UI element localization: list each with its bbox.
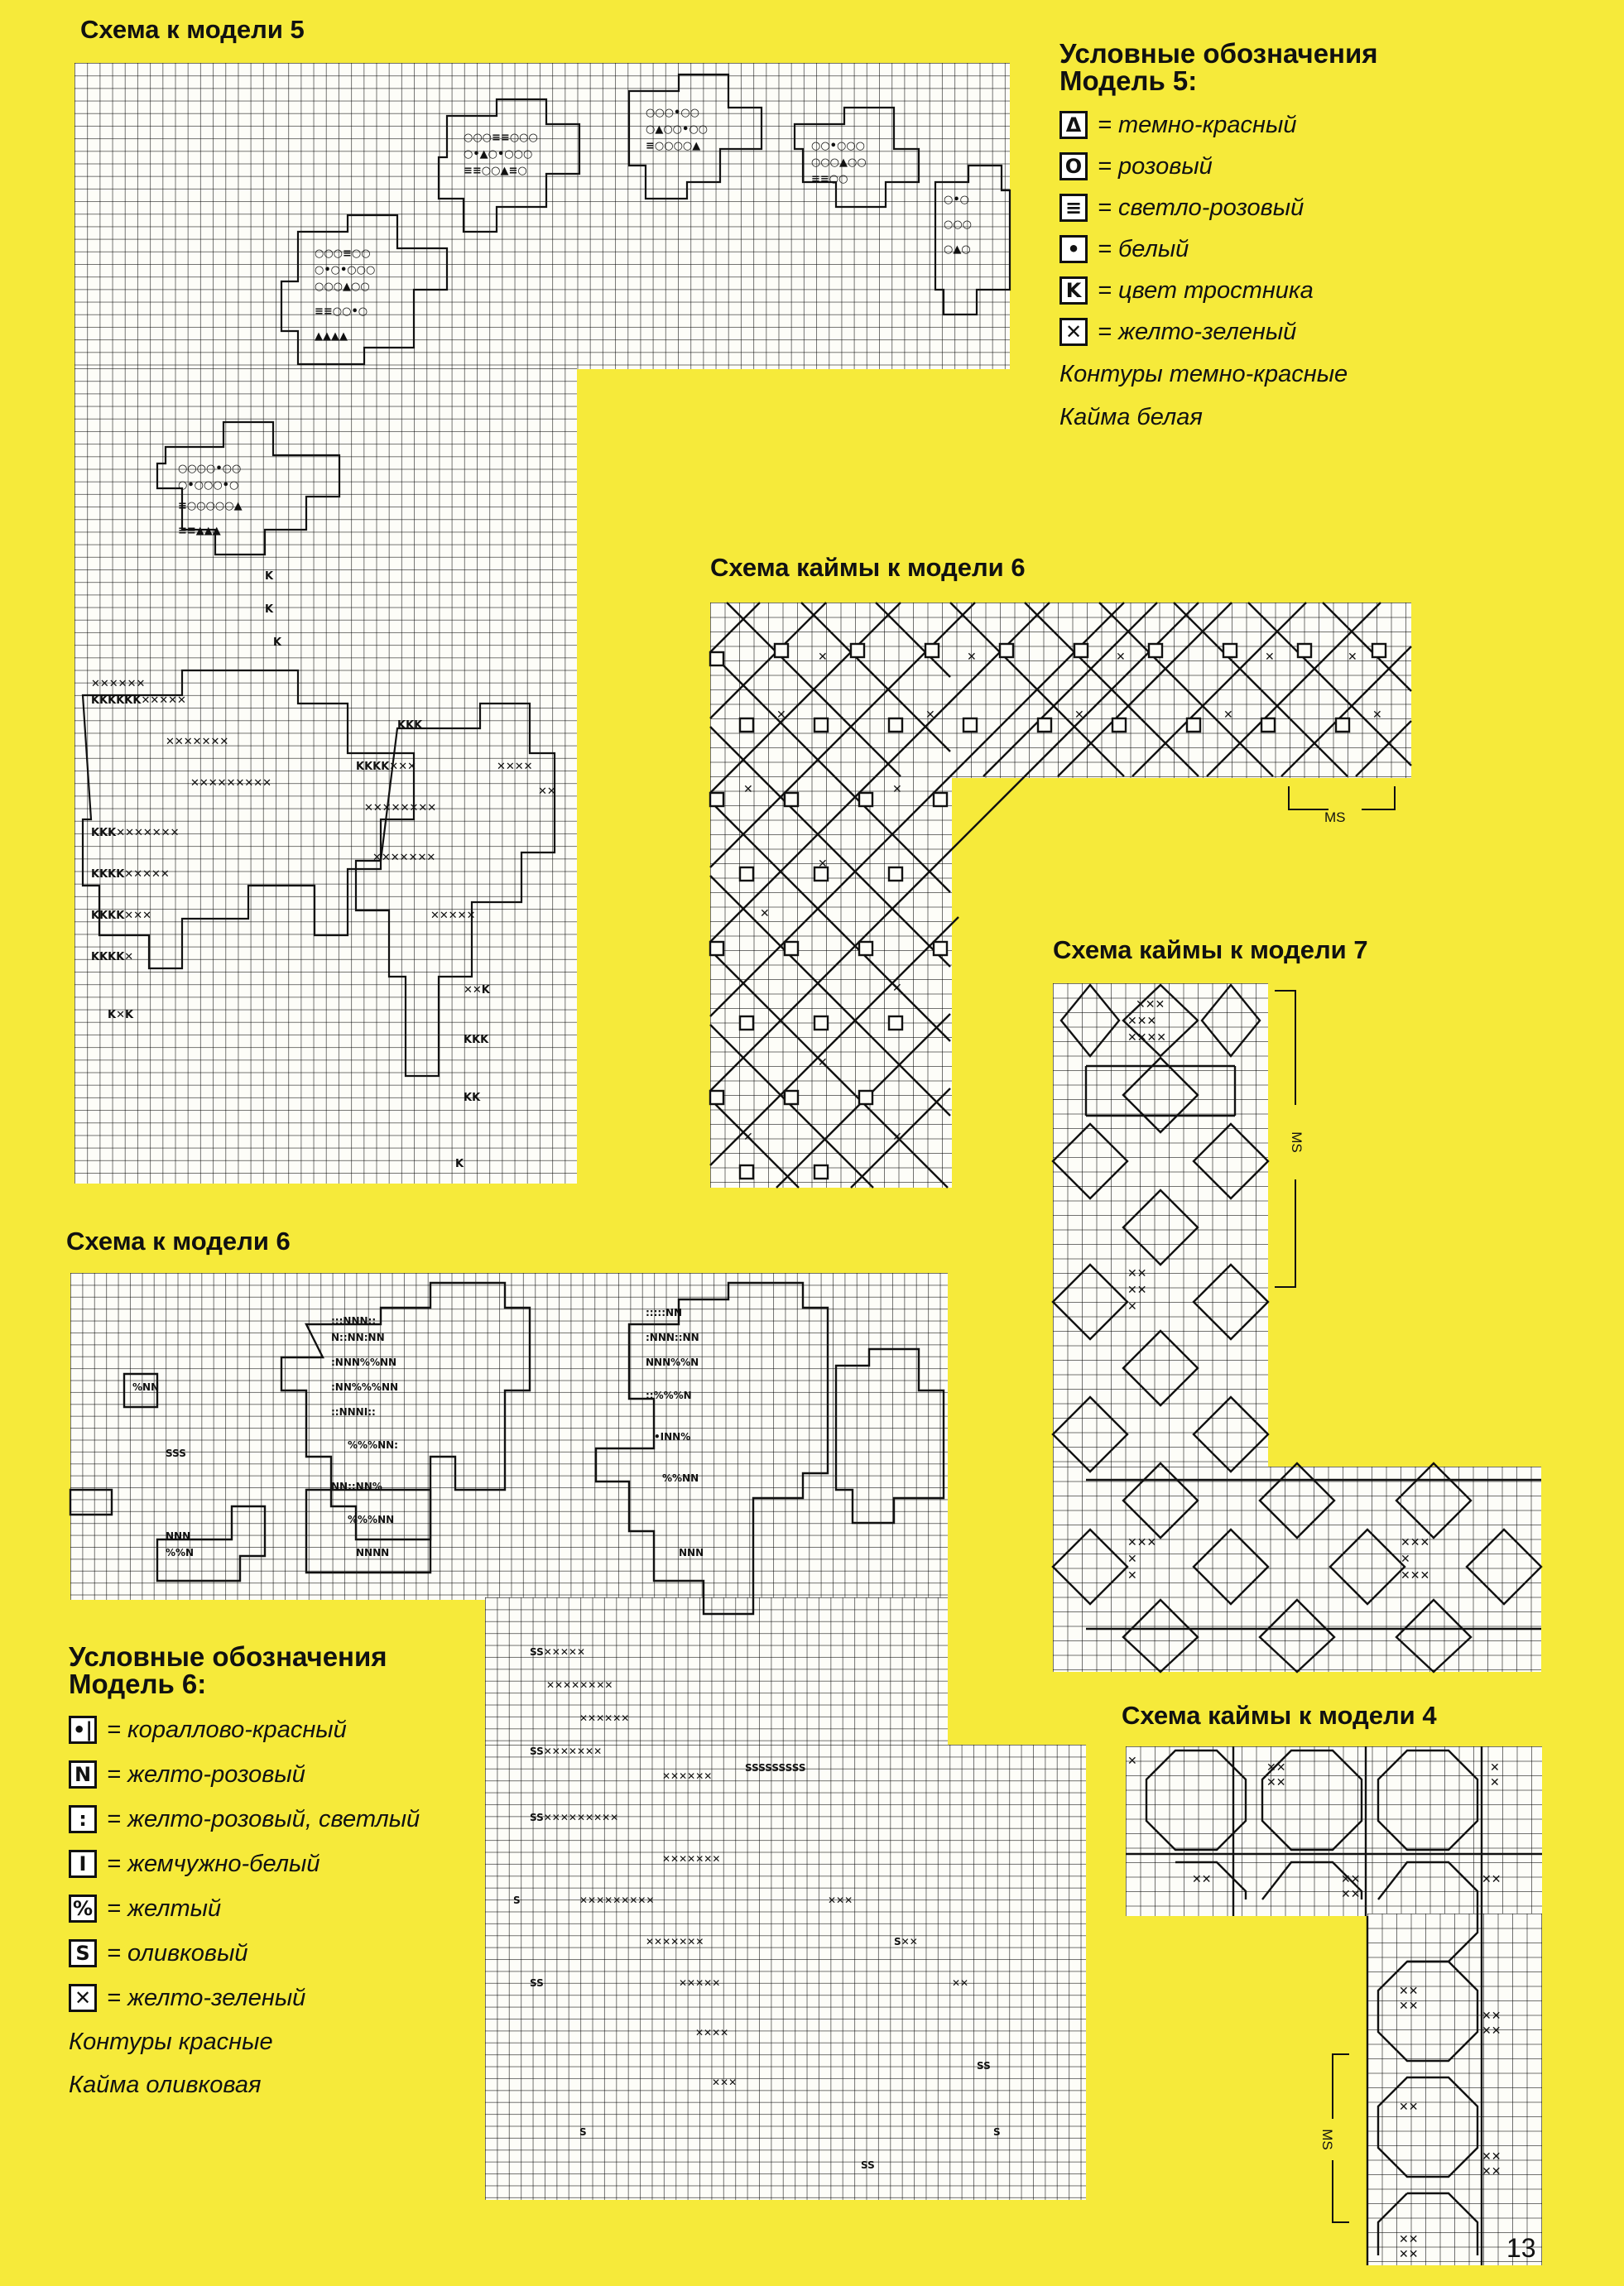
model6-title: Схема к модели 6	[66, 1227, 291, 1256]
svg-text:○○○•○○: ○○○•○○	[646, 107, 700, 119]
legend5-outline-note: Контуры темно-красные	[1059, 361, 1348, 387]
svg-text:S: S	[513, 1895, 521, 1906]
svg-text:✕✕: ✕✕	[1482, 2150, 1501, 2164]
svg-text:≡≡○○•○: ≡≡○○•○	[315, 305, 368, 318]
legend5-label: = желто-зеленый	[1098, 318, 1297, 345]
svg-text::::::NN: :::::NN	[646, 1307, 683, 1318]
svg-text:KKKK✕✕✕✕✕: KKKK✕✕✕✕✕	[91, 868, 170, 881]
svg-text:≡≡○○: ≡≡○○	[811, 173, 848, 185]
svg-text:K: K	[455, 1158, 464, 1170]
svg-text::NNN%%NN: :NNN%%NN	[331, 1357, 397, 1368]
svg-text:○▲○○•○○: ○▲○○•○○	[646, 123, 709, 136]
legend6-label: = желтый	[107, 1895, 222, 1922]
legend6-row	[69, 1797, 420, 1842]
svg-text:≡≡○○▲≡○: ≡≡○○▲≡○	[464, 165, 527, 177]
triangle-symbol-icon: Δ	[1059, 111, 1088, 139]
svg-text:≡≡▲▲▲: ≡≡▲▲▲	[178, 525, 221, 537]
svg-text:✕: ✕	[760, 907, 770, 920]
svg-text:%%%NN: %%%NN	[348, 1514, 395, 1525]
svg-text:SS: SS	[977, 2060, 991, 2072]
svg-text:K: K	[273, 636, 282, 649]
k-symbol-icon: K	[1059, 276, 1088, 305]
svg-text:✕✕: ✕✕	[1341, 1888, 1361, 1901]
legend5-label: = темно-красный	[1098, 111, 1297, 138]
svg-text:✕: ✕	[1074, 708, 1084, 722]
svg-text::NN%%%NN: :NN%%%NN	[331, 1381, 399, 1393]
bar-symbol-icon: I	[69, 1850, 97, 1878]
svg-text::::NNN::: :::NNN::	[331, 1315, 377, 1327]
border6-title: Схема каймы к модели 6	[710, 553, 1026, 582]
svg-text:✕✕✕✕✕✕: ✕✕✕✕✕✕	[662, 1770, 713, 1782]
dot-bar-symbol-icon: •|	[69, 1716, 97, 1744]
legend5-label: = белый	[1098, 235, 1189, 262]
svg-text:✕✕: ✕✕	[1482, 2010, 1501, 2023]
svg-text:✕: ✕	[1127, 1755, 1137, 1768]
svg-text:○•○○○•○: ○•○○○•○	[178, 479, 239, 492]
svg-text:KKK: KKK	[397, 719, 423, 732]
svg-text:KKKK✕✕✕: KKKK✕✕✕	[356, 761, 416, 773]
svg-text:✕✕: ✕✕	[1266, 1761, 1286, 1775]
svg-text:≡○○○○○▲: ≡○○○○○▲	[178, 500, 243, 512]
svg-text:✕✕: ✕✕	[1127, 1267, 1147, 1280]
svg-text:○○○▲○○: ○○○▲○○	[315, 281, 370, 293]
legend5-subheading: Модель 5:	[1059, 65, 1198, 96]
svg-text:KKKK✕: KKKK✕	[91, 951, 134, 963]
svg-text:%%%NN:: %%%NN:	[348, 1439, 398, 1451]
svg-text:✕✕: ✕✕	[1399, 2233, 1419, 2246]
svg-text:SS: SS	[861, 2159, 875, 2171]
svg-text:✕: ✕	[925, 708, 935, 722]
svg-text:✕✕✕: ✕✕✕	[1136, 998, 1165, 1011]
svg-text:KKKK✕✕✕: KKKK✕✕✕	[91, 910, 151, 922]
cross-symbol-icon: ✕	[69, 1984, 97, 2012]
svg-text:✕✕K: ✕✕K	[464, 984, 490, 997]
svg-text:✕: ✕	[743, 1131, 753, 1144]
svg-text:✕: ✕	[1372, 708, 1382, 722]
svg-text:✕✕✕: ✕✕✕	[1127, 1536, 1157, 1549]
svg-text:%NN: %NN	[132, 1381, 160, 1393]
border4-ms-label: MS	[1319, 2129, 1335, 2150]
svg-text:✕✕✕: ✕✕✕	[712, 2077, 738, 2088]
svg-text:✕: ✕	[1490, 1776, 1500, 1789]
svg-text:S✕✕: S✕✕	[894, 1936, 918, 1947]
svg-text:✕✕✕: ✕✕✕	[1401, 1569, 1430, 1582]
percent-symbol-icon: %	[69, 1895, 97, 1923]
svg-text:%%N: %%N	[166, 1547, 195, 1558]
legend6-label: = желто-зеленый	[107, 1984, 306, 2011]
svg-text:✕✕: ✕✕	[952, 1977, 969, 1989]
svg-text:✕✕: ✕✕	[1266, 1776, 1286, 1789]
circle-symbol-icon: O	[1059, 152, 1088, 180]
legend6-row	[69, 1931, 420, 1976]
svg-text:✕: ✕	[1265, 651, 1275, 664]
legend5-label: = цвет тростника	[1098, 276, 1314, 304]
svg-text:KKK✕✕✕✕✕✕✕: KKK✕✕✕✕✕✕✕	[91, 827, 180, 839]
svg-text:✕✕✕✕✕✕: ✕✕✕✕✕✕	[91, 678, 146, 690]
svg-text:•INN%: •INN%	[654, 1431, 691, 1443]
svg-text:✕✕✕: ✕✕✕	[1127, 1015, 1157, 1028]
svg-text:≡○○○○▲: ≡○○○○▲	[646, 140, 701, 152]
legend6-label: = оливковый	[107, 1939, 248, 1967]
svg-text:✕: ✕	[818, 651, 828, 664]
svg-text:✕: ✕	[776, 708, 786, 722]
svg-text:✕✕✕✕✕✕✕✕✕: ✕✕✕✕✕✕✕✕✕	[190, 777, 272, 790]
border6-ms-label: MS	[1324, 809, 1346, 825]
svg-text:○▲○: ○▲○	[944, 243, 971, 256]
svg-text:○•○: ○•○	[944, 194, 969, 206]
svg-text:NNN%%N: NNN%%N	[646, 1357, 699, 1368]
svg-text:○○○○•○○: ○○○○•○○	[178, 463, 242, 475]
border4-title: Схема каймы к модели 4	[1122, 1701, 1437, 1730]
svg-text:K: K	[265, 603, 274, 616]
svg-text:✕✕: ✕✕	[1341, 1873, 1361, 1886]
legend6-heading: Условные обозначения	[69, 1641, 387, 1672]
s-symbol-icon: S	[69, 1939, 97, 1967]
legend6-label: = кораллово-красный	[107, 1716, 347, 1743]
legend6-border-note: Кайма оливковая	[69, 2072, 262, 2098]
svg-text::NNN::NN: :NNN::NN	[646, 1332, 699, 1343]
svg-text:SS: SS	[530, 1977, 544, 1989]
model5-title: Схема к модели 5	[80, 15, 305, 44]
svg-text:✕: ✕	[892, 982, 902, 995]
svg-text:✕✕: ✕✕	[1482, 2165, 1501, 2178]
legend6-label: = жемчужно-белый	[107, 1850, 320, 1877]
lines-symbol-icon: ≡	[1059, 194, 1088, 222]
svg-text:✕: ✕	[1401, 1553, 1410, 1566]
svg-text:KKKKKK✕✕✕✕✕: KKKKKK✕✕✕✕✕	[91, 694, 186, 707]
svg-text:✕✕: ✕✕	[1399, 2000, 1419, 2013]
svg-text:✕✕: ✕✕	[1399, 2248, 1419, 2261]
svg-text:✕✕✕✕✕✕✕✕: ✕✕✕✕✕✕✕✕	[546, 1679, 613, 1691]
n-symbol-icon: N	[69, 1760, 97, 1789]
svg-text:✕✕✕✕✕✕✕: ✕✕✕✕✕✕✕	[662, 1853, 721, 1865]
svg-text:✕✕✕✕✕✕✕: ✕✕✕✕✕✕✕	[646, 1936, 704, 1947]
svg-text:✕: ✕	[818, 857, 828, 871]
svg-text:✕: ✕	[892, 783, 902, 796]
svg-text:✕✕: ✕✕	[1482, 2024, 1501, 2038]
svg-text:○○○: ○○○	[944, 219, 973, 231]
svg-text:KKK: KKK	[464, 1034, 489, 1046]
legend6-row	[69, 1842, 420, 1886]
border7-title: Схема каймы к модели 7	[1053, 935, 1368, 964]
svg-text:::%%%N: ::%%%N	[646, 1390, 692, 1401]
svg-text:✕✕✕: ✕✕✕	[828, 1895, 853, 1906]
svg-text:○○○≡○○: ○○○≡○○	[315, 247, 371, 260]
svg-text:○•○•○○○: ○•○•○○○	[315, 264, 376, 276]
legend6-label: = желто-розовый, светлый	[107, 1805, 420, 1832]
legend5-label: = розовый	[1098, 152, 1213, 180]
svg-text:✕✕✕✕✕✕✕: ✕✕✕✕✕✕✕	[166, 736, 229, 748]
svg-text:✕✕✕✕✕✕✕✕✕: ✕✕✕✕✕✕✕✕✕	[579, 1895, 655, 1906]
svg-text:✕✕✕✕✕: ✕✕✕✕✕	[430, 910, 476, 922]
svg-text:✕✕: ✕✕	[1399, 1985, 1419, 1998]
border7-ms-label: MS	[1288, 1131, 1304, 1153]
svg-text:✕: ✕	[1127, 1300, 1137, 1313]
svg-text:NNN: NNN	[166, 1530, 191, 1542]
svg-text:✕: ✕	[967, 651, 977, 664]
page-number: 13	[1506, 2233, 1536, 2263]
svg-text:KK: KK	[464, 1092, 481, 1104]
legend6-row	[69, 1886, 420, 1931]
svg-text:SS✕✕✕✕✕✕✕✕✕: SS✕✕✕✕✕✕✕✕✕	[530, 1812, 619, 1823]
svg-text:✕: ✕	[1223, 708, 1233, 722]
svg-text:✕: ✕	[892, 1131, 902, 1144]
svg-text:▲▲▲▲: ▲▲▲▲	[315, 330, 348, 343]
svg-text:✕✕✕✕✕✕: ✕✕✕✕✕✕	[579, 1712, 630, 1724]
legend-model6	[69, 1643, 420, 2106]
svg-text:✕: ✕	[1127, 1569, 1137, 1582]
svg-text:✕: ✕	[743, 783, 753, 796]
svg-text:NNN: NNN	[679, 1547, 704, 1558]
svg-text:%%NN: %%NN	[662, 1472, 699, 1484]
svg-text:S: S	[993, 2126, 1001, 2138]
dot-symbol-icon: •	[1059, 235, 1088, 263]
svg-text:✕✕✕: ✕✕✕	[1401, 1536, 1430, 1549]
svg-text:✕: ✕	[1127, 1553, 1137, 1566]
svg-text:✕✕✕✕✕: ✕✕✕✕✕	[679, 1977, 721, 1989]
svg-text:NN::NN%: NN::NN%	[331, 1481, 382, 1492]
svg-text:○○○≡≡○○○: ○○○≡≡○○○	[464, 132, 538, 144]
svg-text:✕: ✕	[1348, 651, 1357, 664]
svg-text:K: K	[265, 570, 274, 583]
svg-text:✕✕✕✕: ✕✕✕✕	[497, 761, 533, 773]
svg-text:SSSSSSSSS: SSSSSSSSS	[745, 1762, 806, 1774]
svg-text:::NNNI::: ::NNNI::	[331, 1406, 376, 1418]
svg-text:✕✕: ✕✕	[1399, 2101, 1419, 2114]
svg-text:NNNN: NNNN	[356, 1547, 390, 1558]
svg-text:○○•○○○: ○○•○○○	[811, 140, 866, 152]
svg-text:N::NN:NN: N::NN:NN	[331, 1332, 385, 1343]
svg-text:✕✕✕✕✕✕✕: ✕✕✕✕✕✕✕	[372, 852, 436, 864]
svg-text:○○○▲○○: ○○○▲○○	[811, 156, 867, 169]
svg-text:○•▲○•○○○: ○•▲○•○○○	[464, 148, 533, 161]
colon-symbol-icon: :	[69, 1805, 97, 1833]
legend6-label: = желто-розовый	[107, 1760, 305, 1788]
cross-symbol-icon: ✕	[1059, 318, 1088, 346]
svg-text:SS✕✕✕✕✕✕✕: SS✕✕✕✕✕✕✕	[530, 1746, 603, 1757]
svg-text:✕✕: ✕✕	[1482, 1873, 1501, 1886]
svg-text:✕✕: ✕✕	[538, 785, 556, 798]
legend5-border-note: Кайма белая	[1059, 404, 1203, 430]
svg-text:✕: ✕	[1490, 1761, 1500, 1775]
legend6-outline-note: Контуры красные	[69, 2029, 273, 2055]
svg-text:✕✕: ✕✕	[1192, 1873, 1212, 1886]
legend6-subheading: Модель 6:	[69, 1669, 207, 1699]
legend5-label: = светло-розовый	[1098, 194, 1304, 221]
legend5-heading: Условные обозначения	[1059, 38, 1378, 69]
legend6-row	[69, 1707, 420, 1752]
svg-text:K✕K: K✕K	[108, 1009, 134, 1021]
svg-text:✕✕: ✕✕	[1127, 1284, 1147, 1297]
svg-text:S: S	[579, 2126, 587, 2138]
legend6-row	[69, 1976, 420, 2020]
svg-text:✕✕✕✕: ✕✕✕✕	[695, 2027, 729, 2039]
legend6-row	[69, 1752, 420, 1797]
svg-text:SS✕✕✕✕✕: SS✕✕✕✕✕	[530, 1646, 586, 1658]
svg-text:✕✕✕✕✕✕✕✕: ✕✕✕✕✕✕✕✕	[364, 802, 437, 814]
svg-text:✕✕✕✕: ✕✕✕✕	[1127, 1031, 1166, 1045]
svg-text:✕: ✕	[1116, 651, 1126, 664]
svg-text:✕: ✕	[818, 1056, 828, 1069]
svg-text:SSS: SSS	[166, 1448, 186, 1459]
